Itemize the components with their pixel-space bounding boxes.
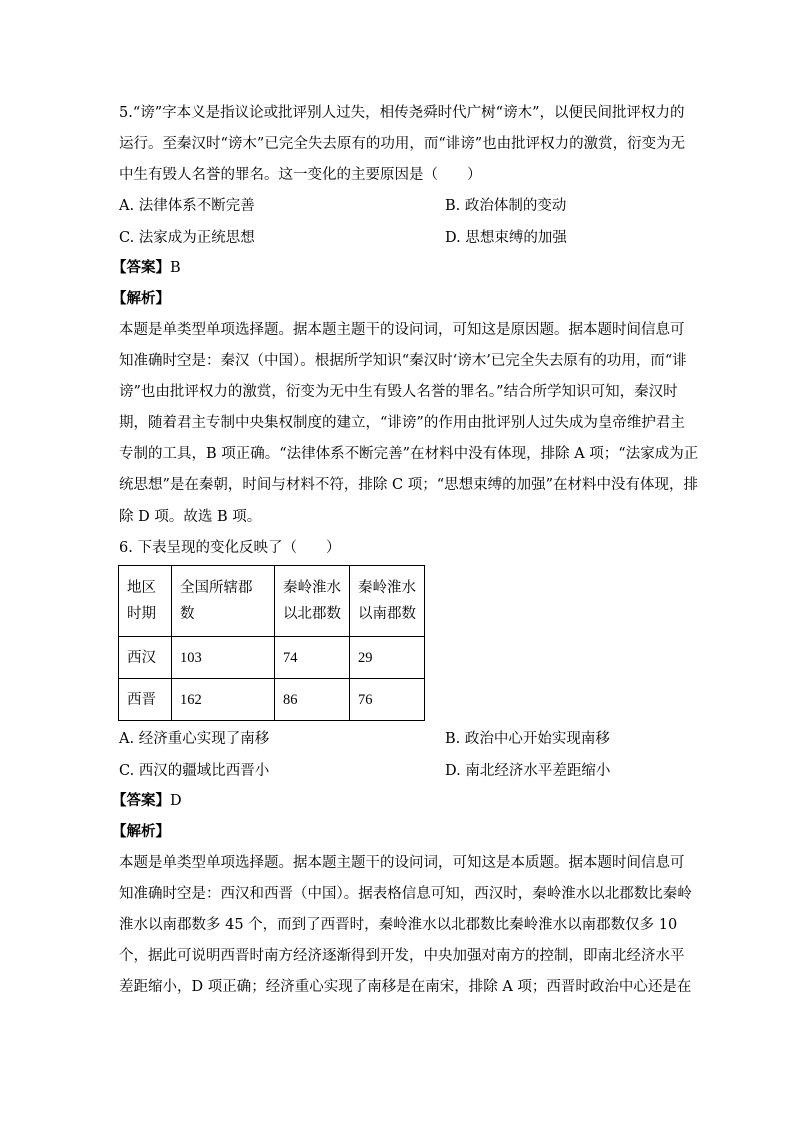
table-header-north xyxy=(275,566,350,637)
table-header-south xyxy=(350,566,425,637)
q6-stem: 6. 下表呈现的变化反映了（ ） xyxy=(119,540,341,556)
table-cell-total: 103 xyxy=(172,637,275,679)
table-header-total: 全国所辖郡数 xyxy=(172,566,275,637)
q6-data-table xyxy=(118,565,425,721)
table-header-north-line-2: 以北郡数 xyxy=(283,606,341,622)
q5-option-a: A. 法律体系不断完善 xyxy=(119,198,255,214)
q5-analysis-line-5: 专制的工具，B 项正确。“法律体系不断完善”在材料中没有体现，排除 A 项；“法家成为正 xyxy=(119,446,699,462)
table-cell-north: 86 xyxy=(275,679,350,721)
q5-option-c: C. 法家成为正统思想 xyxy=(119,230,255,246)
q5-analysis-label: 【解析】 xyxy=(112,290,170,307)
q5-answer xyxy=(112,259,181,277)
q5-answer-label: 【答案】 xyxy=(112,259,170,276)
q6-answer-value: D xyxy=(170,793,182,809)
table-cell-north: 74 xyxy=(275,637,350,679)
q6-option-a: A. 经济重心实现了南移 xyxy=(119,731,270,747)
q6-option-b: B. 政治中心开始实现南移 xyxy=(445,731,610,747)
q6-analysis-line-1: 本题是单类型单项选择题。据本题主题干的设问词，可知这是本质题。据本题时间信息可 xyxy=(119,855,685,871)
q5-stem-line-1: 5.“谤”字本义是指议论或批评别人过失，相传尧舜时代广树“谤木”，以便民间批评权力的 xyxy=(119,105,685,121)
table-corner-region: 地区 xyxy=(127,580,156,596)
q5-stem-line-2: 运行。至秦汉时“谤木”已完全失去原有的功用，而“诽谤”也由批评权力的激赏，衍变为无 xyxy=(119,136,686,152)
table-cell-period: 西汉 xyxy=(119,637,172,679)
q6-analysis-line-3: 淮水以南郡数多 45 个，而到了西晋时，秦岭淮水以北郡数比秦岭淮水以南郡数仅多 10 xyxy=(119,917,678,933)
q6-analysis-line-4: 个，据此可说明西晋时南方经济逐渐得到开发，中央加强对南方的控制，即南北经济水平 xyxy=(119,948,685,964)
table-header-north-line-1: 秦岭淮水 xyxy=(283,580,341,596)
q5-analysis-line-4: 期，随着君主专制中央集权制度的建立，“诽谤”的作用由批评别人过失成为皇帝维护君主 xyxy=(119,415,685,431)
table-header-south-line-2: 以南郡数 xyxy=(358,606,416,622)
table-corner-cell xyxy=(119,566,172,637)
table-header-south-line-1: 秦岭淮水 xyxy=(358,580,416,596)
q6-option-d: D. 南北经济水平差距缩小 xyxy=(445,763,611,779)
q5-analysis-line-7: 除 D 项。故选 B 项。 xyxy=(119,509,262,525)
q6-option-c: C. 西汉的疆域比西晋小 xyxy=(119,763,270,779)
table-row xyxy=(119,637,425,679)
q5-analysis-line-2: 知准确时空是：秦汉（中国）。根据所学知识“秦汉时‘谤木’已完全失去原有的功用，而“诽 xyxy=(119,353,687,369)
q5-answer-value: B xyxy=(170,260,181,276)
q5-stem-line-3: 中生有毁人名誉的罪名。这一变化的主要原因是（ ） xyxy=(119,167,482,183)
table-corner-period: 时期 xyxy=(127,606,156,622)
q6-analysis-label: 【解析】 xyxy=(112,823,170,840)
q5-option-b: B. 政治体制的变动 xyxy=(445,198,567,214)
table-row xyxy=(119,679,425,721)
table-header-row xyxy=(119,566,425,637)
q5-analysis-line-6: 统思想”是在秦朝，时间与材料不符，排除 C 项；“思想束缚的加强”在材料中没有体现，排 xyxy=(119,477,699,493)
table-cell-south: 76 xyxy=(350,679,425,721)
table-cell-south: 29 xyxy=(350,637,425,679)
q5-option-d: D. 思想束缚的加强 xyxy=(445,230,567,246)
q5-analysis-line-3: 谤”也由批评权力的激赏，衍变为无中生有毁人名誉的罪名。”结合所学知识可知，秦汉时 xyxy=(119,384,678,400)
table-cell-total: 162 xyxy=(172,679,275,721)
table-cell-period: 西晋 xyxy=(119,679,172,721)
q6-analysis-line-2: 知准确时空是：西汉和西晋（中国）。据表格信息可知，西汉时，秦岭淮水以北郡数比秦岭 xyxy=(119,886,692,902)
q6-answer-label: 【答案】 xyxy=(112,792,170,809)
q5-analysis-line-1: 本题是单类型单项选择题。据本题主题干的设问词，可知这是原因题。据本题时间信息可 xyxy=(119,322,685,338)
q6-analysis-line-5: 差距缩小，D 项正确；经济重心实现了南移是在南宋，排除 A 项；西晋时政治中心还是在 xyxy=(119,979,692,995)
q6-answer xyxy=(112,792,182,810)
